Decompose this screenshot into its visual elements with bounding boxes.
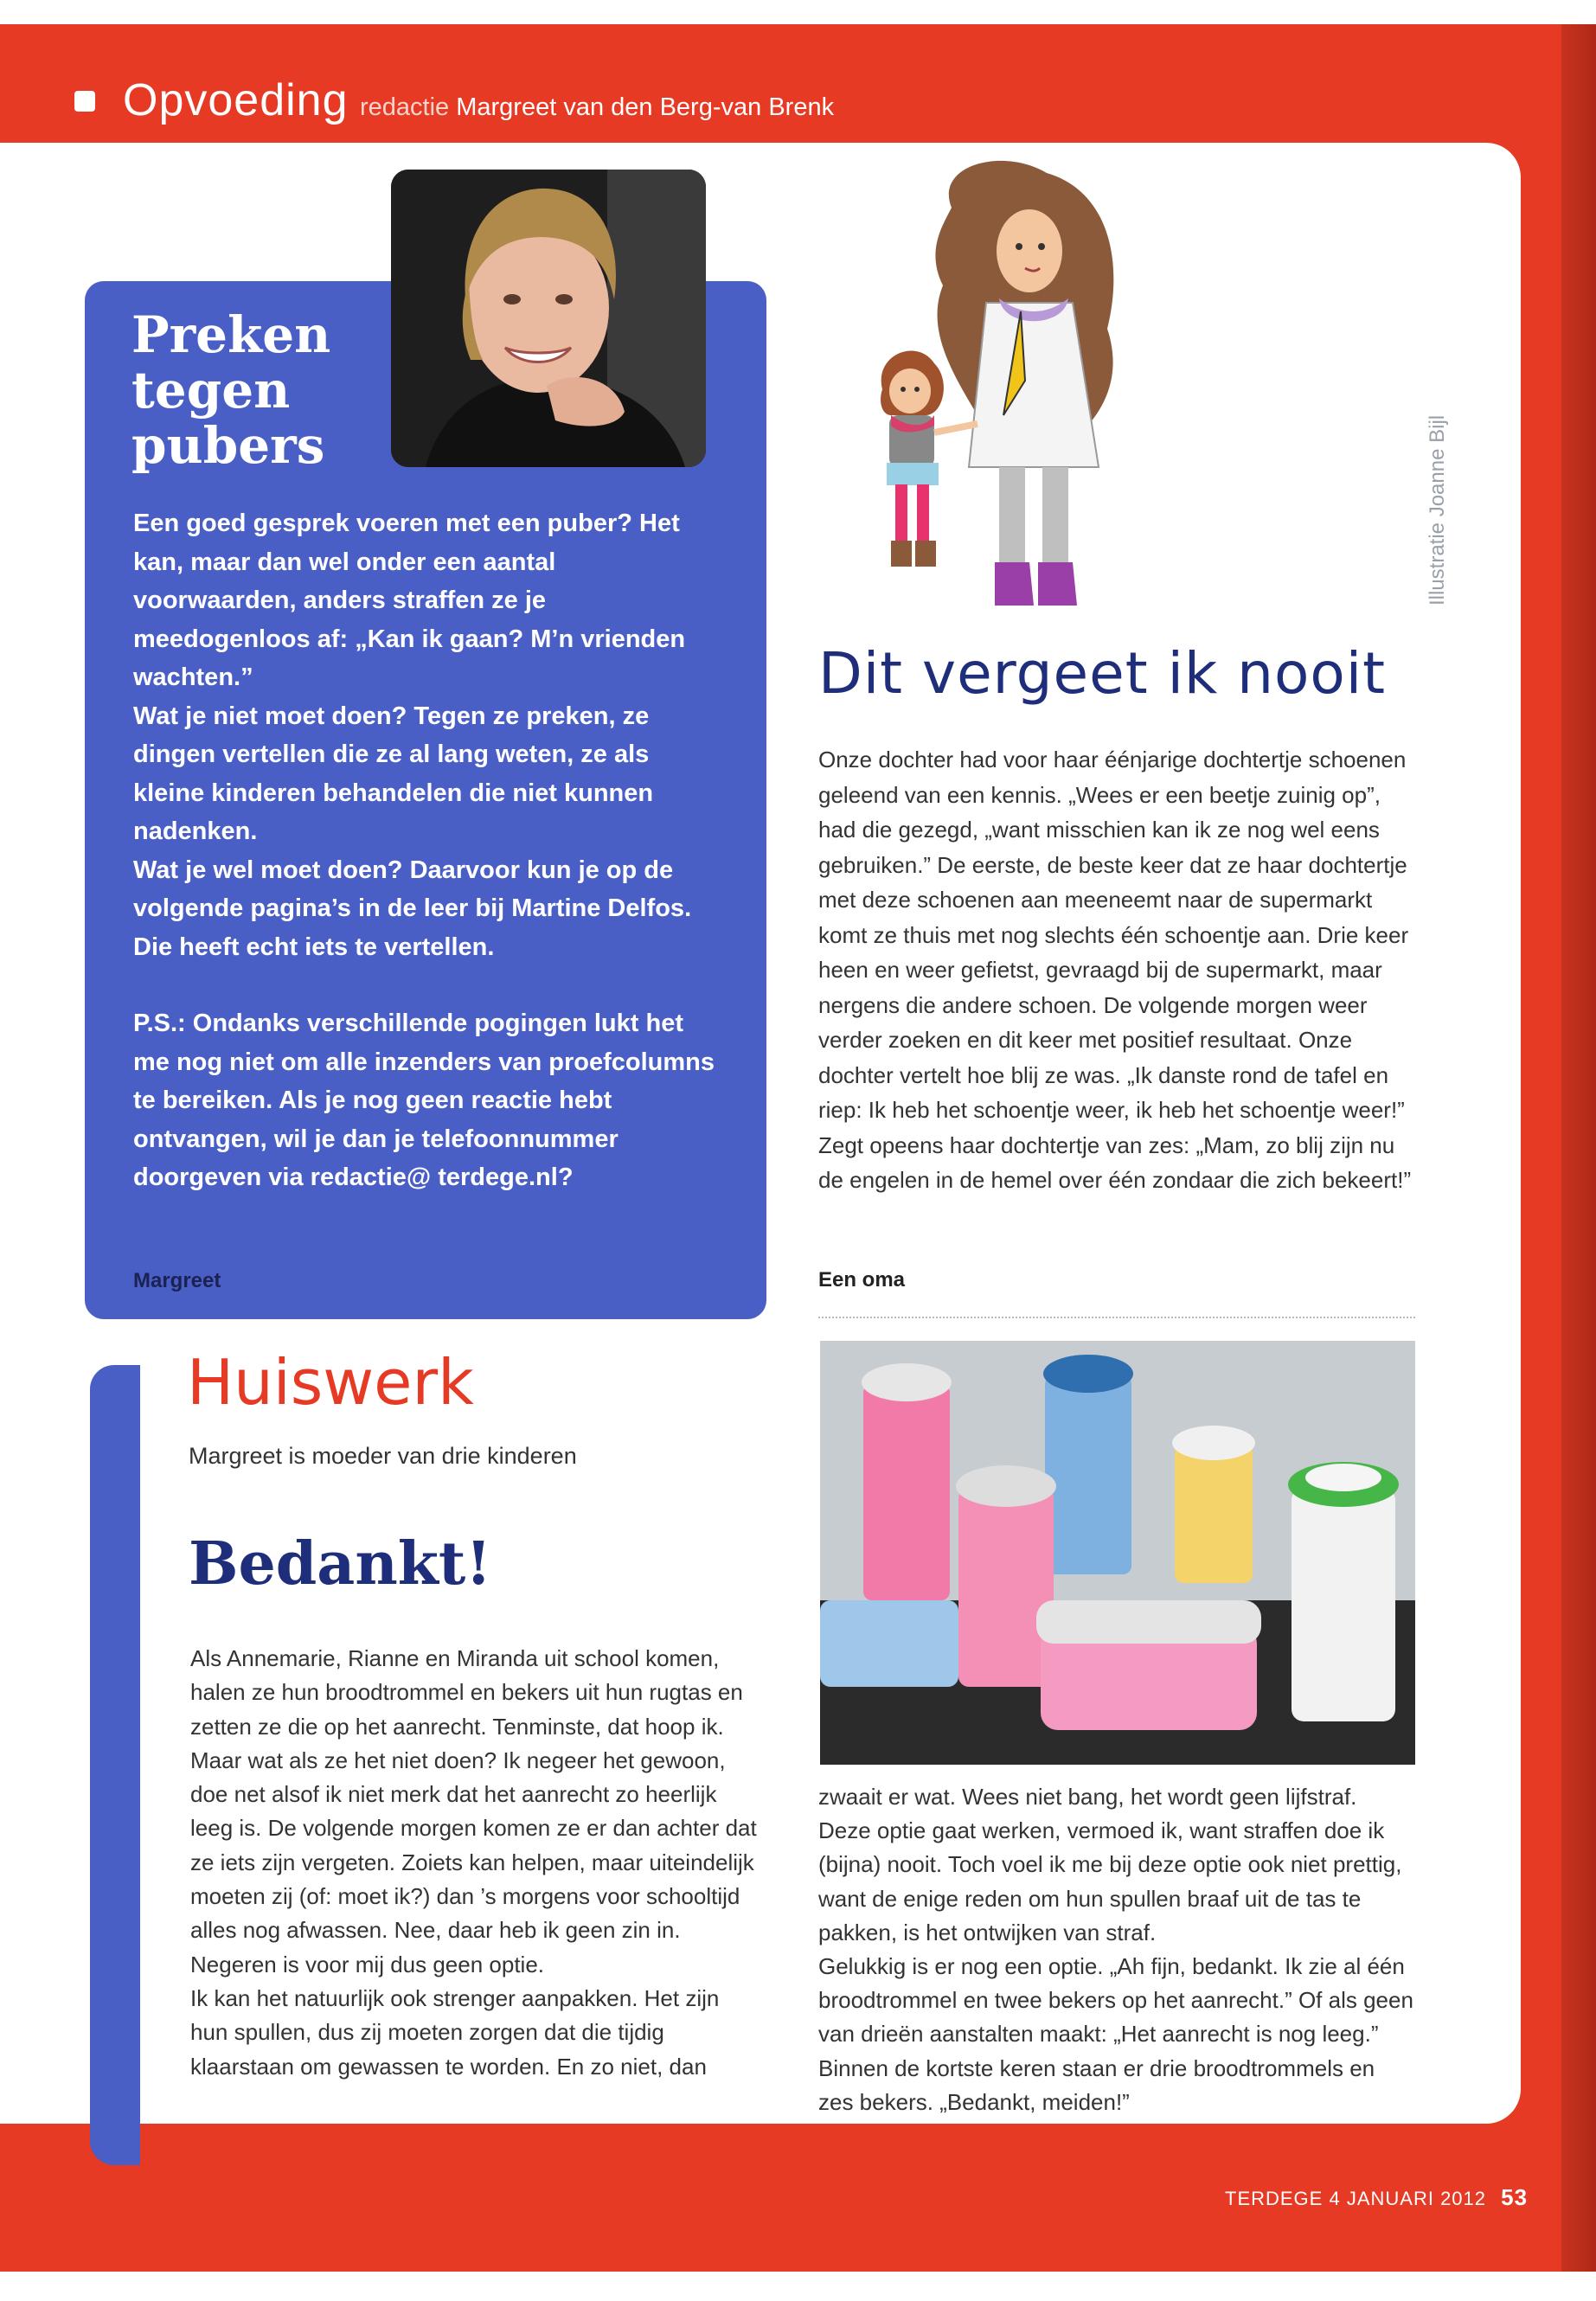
magazine-name: TERDEGE [1225,2188,1324,2209]
intro-title-line: tegen [131,361,291,420]
editorial-credit [360,93,834,122]
divider [818,1317,1415,1318]
editor-name: Margreet van den Berg-van Brenk [456,93,835,121]
lunchbox-photo [820,1341,1415,1765]
page-number: 53 [1501,2184,1529,2210]
article-column-left [190,1642,761,2084]
story-title: Dit vergeet ik nooit [818,640,1386,707]
intro-text [133,504,721,1197]
section-bullet-icon [74,91,95,112]
intro-paragraph: Wat je wel moet doen? Daarvoor kun je op de volgende pagina’s in de leer bij Martine Delfos. Die heeft echt iets te vertellen. [133,856,692,961]
article-title: Bedankt! [189,1529,492,1599]
intro-title-line: Preken [131,305,331,364]
article-paragraph: zwaait er wat. Wees niet bang, het wordt geen lijfstraf. Deze optie gaat werken, vermoed ik, want straffen doe ik (bijna) nooit. Toch voel ik me bij deze optie ook niet prettig, want de enige reden om hun spullen braaf uit de tas te pakken, is het ontwijken van straf. [818,1784,1402,1945]
article-paragraph: Gelukkig is er nog een optie. „Ah fijn, bedankt. Ik zie al één broodtrommel en twee bekers op het aanrecht.” Of als geen van drieën aanstalten maakt: „Het aanrecht is nog leeg.” Binnen de kortste keren staan er drie broodtrommels en zes bekers. „Bedankt, meiden!” [818,1953,1413,2115]
section-subtitle: Margreet is moeder van drie kinderen [189,1443,577,1469]
page-footer [1225,2184,1528,2211]
issue-date: 4 JANUARI 2012 [1329,2188,1487,2209]
page-edge [1561,24,1596,2272]
article-paragraph: Maar wat als ze het niet doen? Ik negeer het gewoon, doe net alsof ik niet merk dat het aanrecht zo heerlijk leeg is. De volgende morgen komen ze er dan achter dat ze iets zijn vergeten. Zoiets kan helpen, maar uiteindelijk moeten zij (of: moet ik?) dan ’s morgens voor schooltijd alles nog afwassen. Nee, daar heb ik geen zin in. Negeren is voor mij dus geen optie. [190,1747,757,1977]
article-paragraph: Als Annemarie, Rianne en Miranda uit school komen, halen ze hun broodtrommel en bekers uit hun rugtas en zetten ze die op het aanrecht. Tenminste, dat hoop ik. [190,1645,743,1740]
editorial-label: redactie [360,93,450,121]
section-accent-bar [90,1365,140,2165]
intro-signature: Margreet [133,1269,221,1292]
intro-paragraph: Een goed gesprek voeren met een puber? Het kan, maar dan wel onder een aantal voorwaarden, anders straffen ze je meedogenloos af: „Kan ik gaan? M’n vrienden wachten.” [133,510,686,691]
section-label: Huiswerk [187,1346,474,1419]
girls-illustration [848,156,1142,640]
article-column-right [818,1780,1415,2119]
editor-photo [391,170,706,467]
story-signature: Een oma [818,1268,906,1292]
intro-title [131,307,391,473]
story-text [818,742,1424,1198]
section-name: Opvoeding [123,75,349,125]
illustration-credit: Illustratie Joanne Bijl [1426,414,1449,606]
intro-postscript: P.S.: Ondanks verschillende pogingen lukt het me nog niet om alle inzenders van proefcolumns te bereiken. Als je nog geen reactie hebt ontvangen, wil je dan je telefoonnummer doorgeven via redactie@ terdege.nl? [133,1009,715,1191]
story-paragraph: Onze dochter had voor haar éénjarige dochtertje schoenen geleend van een kennis. „Wees er een beetje zuinig op”, had die gezegd, „want misschien kan ik ze nog wel eens gebruiken.” De eerste, de beste keer dat ze haar dochtertje met deze schoenen aan meeneemt naar de supermarkt komt ze thuis met nog slechts één schoentje aan. Drie keer heen en weer gefietst, gevraagd bij de supermarkt, maar nergens die andere schoen. De volgende morgen weer verder zoeken en dit keer met positief resultaat. Onze dochter vertelt hoe blij ze was. „Ik danste rond de tafel en riep: Ik heb het schoentje weer, ik heb het schoentje weer!” Zegt opeens haar dochtertje van zes: „Mam, zo blij zijn nu de engelen in de hemel over één zondaar die zich bekeert!” [818,747,1412,1193]
intro-paragraph: Wat je niet moet doen? Tegen ze preken, ze dingen vertellen die ze al lang weten, ze als kleine kinderen behandelen die niet kunnen nadenken. [133,702,654,845]
intro-title-line: pubers [131,416,325,475]
article-paragraph: Ik kan het natuurlijk ook strenger aanpakken. Het zijn hun spullen, dus zij moeten zorgen dat die tijdig klaarstaan om gewassen te worden. En zo niet, dan [190,1984,720,2080]
